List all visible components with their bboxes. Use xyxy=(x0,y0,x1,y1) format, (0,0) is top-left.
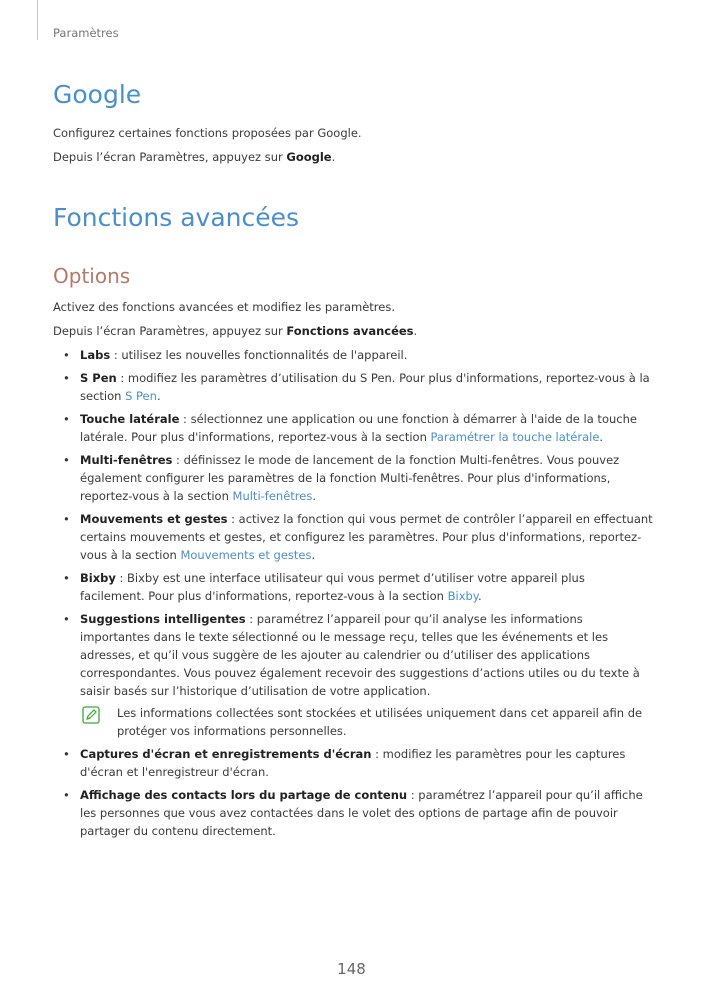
advanced-title: Fonctions avancées xyxy=(53,203,300,232)
list-item-s-pen: • S Pen : modifiez les paramètres d’utilisation du S Pen. Pour plus d'informations, reportez-vous à la section S Pen. xyxy=(0,369,703,405)
list-item-labs: • Labs : utilisez les nouvelles fonctionnalités de l'appareil. xyxy=(0,346,703,364)
link-s-pen[interactable]: S Pen xyxy=(125,389,157,403)
list-item-smart-suggestions: • Suggestions intelligentes : paramétrez l’appareil pour qu’il analyse les informations importantes dans le texte sélectionné ou le message reçu, telles que les événements et les adresses, et qu’il vous suggère de les ajouter au calendrier ou d’utiliser des applications correspondantes. Vous pouvez également recevoir des suggestions d’actions utiles ou du texte à saisir basés sur l’historique d’utilisation de votre application. Les informations collectées sont stockées et utilisées uniquement dans cet appareil afin de protéger vos informations personnelles. xyxy=(0,610,703,740)
list-item-side-key: • Touche latérale : sélectionnez une application ou une fonction à démarrer à l'aide de la touche latérale. Pour plus d'informations, reportez-vous à la section Paramétrer la touche latérale. xyxy=(0,410,703,446)
note-pencil-icon xyxy=(82,706,100,724)
list-item-contact-sharing: • Affichage des contacts lors du partage de contenu : paramétrez l’appareil pour qu’il affiche les personnes que vous avez contactées dans le volet des options de partage afin de pouvoir partager du contenu directement. xyxy=(0,786,703,840)
advanced-description: Activez des fonctions avancées et modifiez les paramètres. xyxy=(53,300,395,314)
link-side-key[interactable]: Paramétrer la touche latérale xyxy=(430,430,600,444)
privacy-note-text: Les informations collectées sont stockées et utilisées uniquement dans cet appareil afin de protéger vos informations personnelles. xyxy=(117,706,643,738)
header-rule xyxy=(37,0,38,40)
advanced-path: Depuis l’écran Paramètres, appuyez sur Fonctions avancées. xyxy=(53,324,418,338)
link-bixby[interactable]: Bixby xyxy=(447,589,478,603)
privacy-note xyxy=(80,704,653,740)
list-item-multi-window: • Multi-fenêtres : définissez le mode de lancement de la fonction Multi-fenêtres. Vous pouvez également configurer les paramètres de la fonction Multi-fenêtres. Pour plus d'informations, reportez-vous à la section Multi-fenêtres. xyxy=(0,451,703,505)
list-item-bixby: • Bixby : Bixby est une interface utilisateur qui vous permet d’utiliser votre appareil plus facilement. Pour plus d'informations, reportez-vous à la section Bixby. xyxy=(0,569,703,605)
link-motions[interactable]: Mouvements et gestes xyxy=(180,548,312,562)
page-number: 148 xyxy=(337,960,366,978)
google-title: Google xyxy=(53,80,142,109)
google-description: Configurez certaines fonctions proposées par Google. xyxy=(53,126,362,140)
list-item-motions: • Mouvements et gestes : activez la fonction qui vous permet de contrôler l’appareil en effectuant certains mouvements et gestes, et configurez les paramètres. Pour plus d'informations, reportez-vous à la section Mouvements et gestes. xyxy=(0,510,703,564)
running-header: Paramètres xyxy=(53,26,119,40)
options-list xyxy=(0,346,703,845)
options-subtitle: Options xyxy=(53,264,131,288)
link-multi-window[interactable]: Multi-fenêtres xyxy=(232,489,313,503)
google-path: Depuis l’écran Paramètres, appuyez sur Google. xyxy=(53,150,336,164)
list-item-screenshots: • Captures d'écran et enregistrements d'écran : modifiez les paramètres pour les captures d'écran et l'enregistreur d'écran. xyxy=(0,745,703,781)
